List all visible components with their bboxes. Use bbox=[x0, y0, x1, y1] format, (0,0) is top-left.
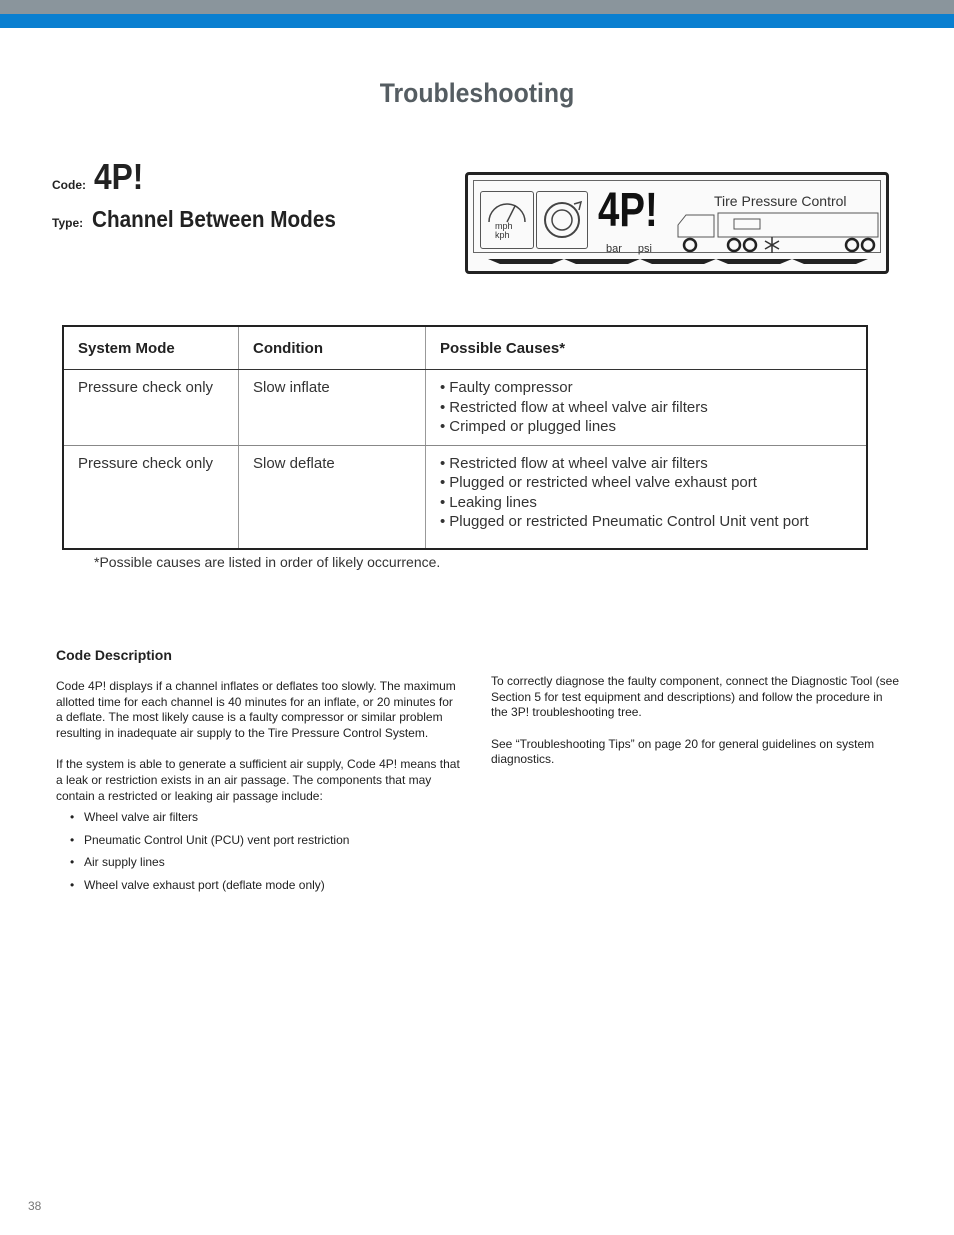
cause-item: • Leaking lines bbox=[440, 493, 852, 513]
code-value: 4P! bbox=[94, 156, 144, 197]
tire-pressure-control-label: Tire Pressure Control bbox=[714, 193, 847, 209]
page-number: 38 bbox=[28, 1199, 42, 1213]
list-item: • Air supply lines bbox=[56, 855, 462, 871]
paragraph: To correctly diagnose the faulty component, connect the Diagnostic Tool (see Section 5 for test equipment and descriptions) and follow the procedure in the 3P! troubleshooting tree. bbox=[491, 674, 900, 720]
page-title: Troubleshooting bbox=[379, 78, 575, 108]
header-system-mode: System Mode bbox=[63, 326, 239, 370]
type-label: Type: bbox=[52, 216, 84, 230]
header-band-grey bbox=[0, 0, 954, 14]
cause-item: • Restricted flow at wheel valve air filters bbox=[440, 398, 852, 418]
lcd-inner bbox=[473, 180, 881, 253]
list-item: • Wheel valve exhaust port (deflate mode only) bbox=[56, 878, 462, 894]
header-possible-causes: Possible Causes* bbox=[426, 326, 868, 370]
header-band-blue bbox=[0, 14, 954, 28]
component-list bbox=[56, 810, 462, 893]
cause-item: • Crimped or plugged lines bbox=[440, 417, 852, 437]
pressure-units: bar psi bbox=[606, 243, 652, 255]
snowflake-icon bbox=[765, 237, 779, 253]
code-label: Code: bbox=[52, 178, 86, 192]
lcd-arrows bbox=[488, 259, 868, 267]
cell-causes bbox=[426, 445, 868, 549]
lcd-display bbox=[465, 172, 889, 274]
header-condition: Condition bbox=[239, 326, 426, 370]
cell-mode: Pressure check only bbox=[63, 445, 239, 549]
list-item: • Wheel valve air filters bbox=[56, 810, 462, 826]
cell-condition: Slow inflate bbox=[239, 370, 426, 446]
cell-condition: Slow deflate bbox=[239, 445, 426, 549]
description-right-column bbox=[491, 674, 901, 784]
tire-icon bbox=[536, 191, 588, 249]
cell-causes bbox=[426, 370, 868, 446]
table-row bbox=[63, 445, 867, 549]
causes-table bbox=[62, 325, 868, 550]
table-row bbox=[63, 370, 867, 446]
truck-icon bbox=[674, 207, 884, 257]
cause-item: • Plugged or restricted Pneumatic Control Unit vent port bbox=[440, 512, 852, 532]
description-left-column bbox=[56, 679, 462, 901]
paragraph: If the system is able to generate a sufficient air supply, Code 4P! means that a leak or restriction exists in an air passage. The components that may contain a restricted or leaking air passage include: bbox=[56, 757, 460, 803]
cause-item: • Plugged or restricted wheel valve exhaust port bbox=[440, 473, 852, 493]
lcd-code: 4P! bbox=[598, 184, 658, 237]
cause-item: • Faulty compressor bbox=[440, 378, 852, 398]
paragraph: Code 4P! displays if a channel inflates or deflates too slowly. The maximum allotted time for each channel is 40 minutes for an inflate, or 20 minutes for a deflate. The most likely cause is a faulty compressor or similar problem resulting in inadequate air supply to the Tire Pressure Control System. bbox=[56, 679, 456, 740]
cell-mode: Pressure check only bbox=[63, 370, 239, 446]
type-line bbox=[52, 206, 363, 233]
cause-item: • Restricted flow at wheel valve air filters bbox=[440, 454, 852, 474]
section-heading: Code Description bbox=[56, 647, 172, 663]
speedometer-icon bbox=[480, 191, 534, 249]
list-item: • Pneumatic Control Unit (PCU) vent port restriction bbox=[56, 833, 462, 849]
table-header-row bbox=[63, 326, 867, 370]
type-value: Channel Between Modes bbox=[91, 206, 336, 232]
speed-units: mph kph bbox=[495, 221, 513, 240]
code-line bbox=[52, 156, 150, 198]
paragraph: See “Troubleshooting Tips” on page 20 for general guidelines on system diagnostics. bbox=[491, 736, 875, 767]
table-footnote: *Possible causes are listed in order of likely occurrence. bbox=[94, 554, 441, 570]
